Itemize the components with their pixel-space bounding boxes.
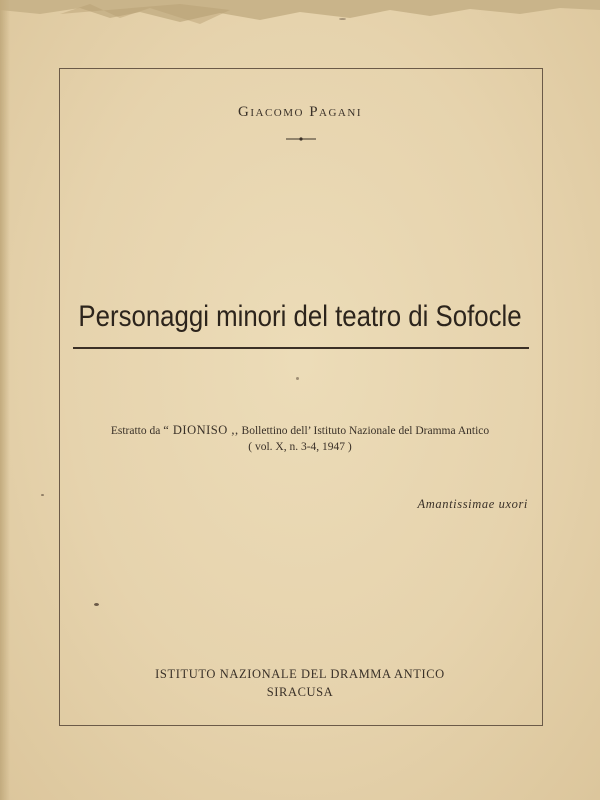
paper-spot <box>296 377 299 380</box>
dedication: Amantissimae uxori <box>417 497 528 511</box>
journal-name: “ DIONISO ,, <box>163 423 239 437</box>
book-title: Personaggi minori del teatro di Sofocle <box>78 300 522 333</box>
extract-suffix: Bollettino dell’ Istituto Nazionale del Dramma Antico <box>238 425 490 437</box>
extract-line <box>0 423 600 438</box>
torn-top-edge <box>0 0 600 34</box>
author-name: Giacomo Pagani <box>238 104 362 120</box>
publisher-city: SIRACUSA <box>266 685 334 699</box>
paper-spot <box>41 494 44 496</box>
publisher-name: ISTITUTO NAZIONALE DEL DRAMMA ANTICO <box>155 667 445 681</box>
border-frame <box>59 68 543 726</box>
title-underline <box>73 347 529 349</box>
paper-spot <box>94 603 99 606</box>
ornament-dash <box>286 137 316 141</box>
volume-info: ( vol. X, n. 3-4, 1947 ) <box>248 441 352 453</box>
extract-prefix: Estratto da <box>110 425 164 437</box>
paper-spot <box>339 18 346 20</box>
